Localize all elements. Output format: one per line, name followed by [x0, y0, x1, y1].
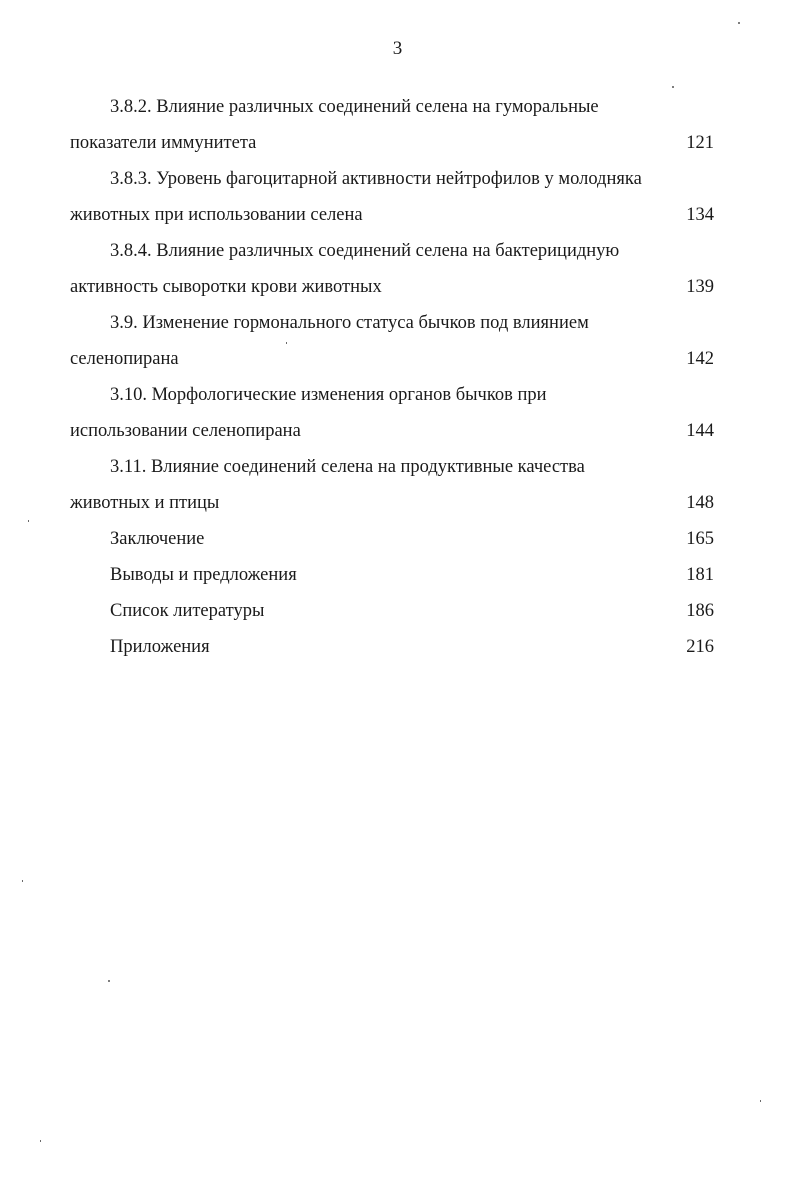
toc-entry-title: Список литературы — [110, 601, 265, 621]
toc-entry-title: 3.8.2. Влияние различных соединений селена на гуморальные — [110, 97, 599, 117]
toc-entry-page: 144 — [686, 421, 714, 441]
toc-entry-title: активность сыворотки крови животных — [70, 277, 382, 297]
scan-speck — [22, 880, 23, 882]
scan-speck — [760, 1100, 761, 1102]
toc-entry-page: 148 — [686, 493, 714, 513]
toc-entry-3-8-2-line-1 — [70, 89, 720, 125]
toc-entry-3-8-4-line-2 — [70, 269, 720, 305]
toc-entry-3-11-line-2 — [70, 485, 720, 521]
toc-entry-3-9-line-1 — [70, 305, 720, 341]
toc-entry-findings — [70, 557, 720, 593]
toc-entry-title: Выводы и предложения — [110, 565, 297, 585]
scan-speck — [108, 980, 110, 982]
toc-entry-3-11-line-1 — [70, 449, 720, 485]
toc-entry-appendices — [70, 629, 720, 665]
toc-entry-page: 181 — [686, 565, 714, 585]
toc-entry-page: 165 — [686, 529, 714, 549]
toc-entry-title: использовании селенопирана — [70, 421, 301, 441]
toc-entry-title: показатели иммунитета — [70, 133, 257, 153]
toc-entry-page: 186 — [686, 601, 714, 621]
scan-speck — [40, 1140, 41, 1142]
toc-entry-title: 3.10. Морфологические изменения органов бычков при — [110, 385, 547, 405]
toc-entry-page: 134 — [686, 205, 714, 225]
toc-entry-title: селенопирана — [70, 349, 179, 369]
toc-entry-title: 3.11. Влияние соединений селена на продуктивные качества — [110, 457, 585, 477]
toc-entry-page: 216 — [686, 637, 714, 657]
toc-entry-title: 3.8.3. Уровень фагоцитарной активности нейтрофилов у молодняка — [110, 169, 642, 189]
toc-entry-conclusion — [70, 521, 720, 557]
toc-entry-title: 3.9. Изменение гормонального статуса бычков под влиянием — [110, 313, 589, 333]
scan-speck — [672, 86, 674, 88]
toc-entry-title: животных при использовании селена — [70, 205, 363, 225]
toc-entry-3-8-2-line-2 — [70, 125, 720, 161]
toc-entry-page: 142 — [686, 349, 714, 369]
toc-entry-title: Приложения — [110, 637, 210, 657]
toc-entry-title: Заключение — [110, 529, 205, 549]
toc-entry-3-9-line-2 — [70, 341, 720, 377]
toc-entry-page: 121 — [686, 133, 714, 153]
toc-entry-3-8-4-line-1 — [70, 233, 720, 269]
table-of-contents — [70, 89, 720, 665]
toc-entry-title: животных и птицы — [70, 493, 220, 513]
scan-speck — [286, 342, 287, 344]
page-number: 3 — [392, 38, 403, 59]
toc-entry-page: 139 — [686, 277, 714, 297]
scan-speck — [738, 22, 740, 24]
toc-entry-references — [70, 593, 720, 629]
toc-entry-3-8-3-line-2 — [70, 197, 720, 233]
toc-entry-title: 3.8.4. Влияние различных соединений селена на бактерицидную — [110, 241, 620, 261]
toc-entry-3-10-line-2 — [70, 413, 720, 449]
toc-entry-3-10-line-1 — [70, 377, 720, 413]
toc-entry-3-8-3-line-1 — [70, 161, 720, 197]
scan-speck — [28, 520, 29, 522]
